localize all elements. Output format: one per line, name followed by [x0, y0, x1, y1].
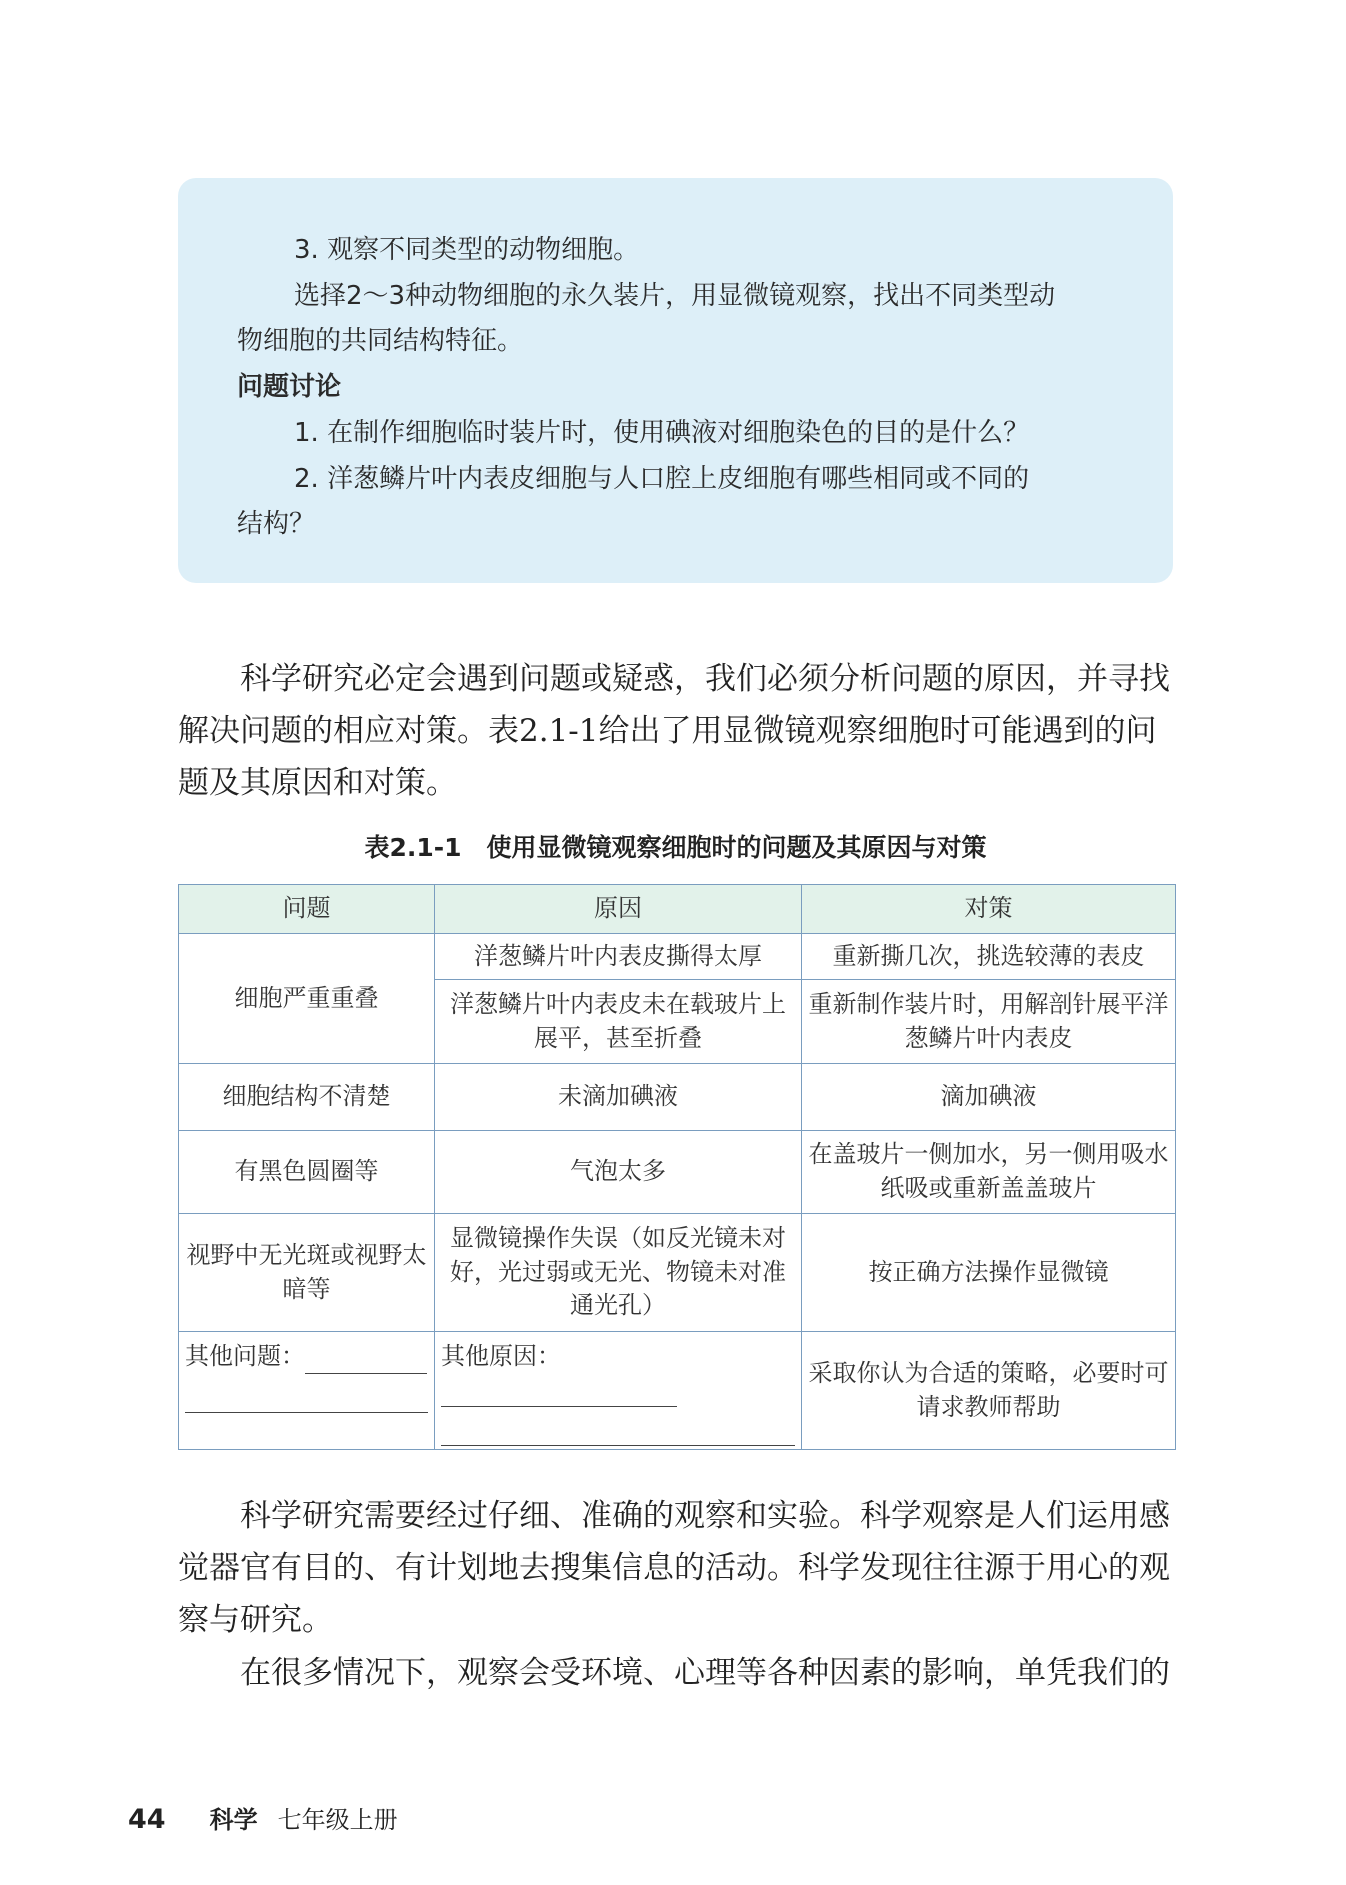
measure-cell: 重新制作装片时，用解剖针展平洋葱鳞片叶内表皮	[802, 980, 1176, 1064]
paragraph-1-line-2: 解决问题的相应对策。表2.1-1给出了用显微镜观察细胞时可能遇到的问	[178, 713, 1157, 749]
paragraph-3-line-1: 在很多情况下，观察会受环境、心理等各种因素的影响，单凭我们的	[240, 1655, 1170, 1691]
measure-cell: 按正确方法操作显微镜	[802, 1214, 1176, 1332]
table-row	[179, 1332, 1176, 1450]
page-footer	[128, 1800, 398, 1835]
activity-step-3-detail-2: 物细胞的共同结构特征。	[237, 326, 524, 356]
fill-in-blank	[185, 1378, 428, 1413]
measure-cell: 在盖玻片一侧加水，另一侧用吸水纸吸或重新盖盖玻片	[802, 1131, 1176, 1214]
table-row	[179, 1064, 1176, 1131]
problem-cell: 视野中无光斑或视野太暗等	[179, 1214, 435, 1332]
other-problem-label: 其他问题：	[185, 1342, 305, 1370]
table-header-row	[179, 885, 1176, 934]
problem-cell: 细胞严重重叠	[179, 934, 435, 1064]
subject-name: 科学	[209, 1806, 258, 1834]
paragraph-2-line-1: 科学研究需要经过仔细、准确的观察和实验。科学观察是人们运用感	[240, 1498, 1170, 1534]
table-row	[179, 1214, 1176, 1332]
cause-cell: 洋葱鳞片叶内表皮撕得太厚	[435, 934, 802, 980]
discussion-question-2-cont: 结构？	[237, 509, 316, 539]
other-problem-cell	[179, 1332, 435, 1450]
other-cause-label: 其他原因：	[441, 1342, 561, 1370]
problem-cell: 有黑色圆圈等	[179, 1131, 435, 1214]
cause-cell: 未滴加碘液	[435, 1064, 802, 1131]
measure-cell: 重新撕几次，挑选较薄的表皮	[802, 934, 1176, 980]
discussion-question-1: 1. 在制作细胞临时装片时，使用碘液对细胞染色的目的是什么？	[294, 418, 1030, 448]
problem-cell: 细胞结构不清楚	[179, 1064, 435, 1131]
cause-cell: 气泡太多	[435, 1131, 802, 1214]
header-problem: 问题	[179, 885, 435, 934]
table-row	[179, 934, 1176, 980]
problem-cause-measure-table	[178, 884, 1176, 1450]
fill-in-blank	[305, 1345, 427, 1374]
other-cause-cell	[435, 1332, 802, 1450]
table-row	[179, 1131, 1176, 1214]
cause-cell: 洋葱鳞片叶内表皮未在载玻片上展平，甚至折叠	[435, 980, 802, 1064]
cause-cell: 显微镜操作失误（如反光镜未对好，光过弱或无光、物镜未对准通光孔）	[435, 1214, 802, 1332]
fill-in-blank	[441, 1378, 677, 1407]
page-number: 44	[128, 1804, 166, 1835]
paragraph-1-line-3: 题及其原因和对策。	[178, 765, 457, 801]
discussion-heading: 问题讨论	[237, 372, 342, 402]
measure-cell: 滴加碘液	[802, 1064, 1176, 1131]
grade-volume: 七年级上册	[277, 1806, 398, 1834]
activity-step-3: 3. 观察不同类型的动物细胞。	[294, 235, 640, 265]
paragraph-2-line-3: 察与研究。	[178, 1602, 333, 1638]
fill-in-blank	[441, 1411, 795, 1446]
paragraph-2-line-2: 觉器官有目的、有计划地去搜集信息的活动。科学发现往往源于用心的观	[178, 1550, 1170, 1586]
discussion-question-2: 2. 洋葱鳞片叶内表皮细胞与人口腔上皮细胞有哪些相同或不同的	[294, 464, 1030, 494]
paragraph-1-line-1: 科学研究必定会遇到问题或疑惑，我们必须分析问题的原因，并寻找	[240, 661, 1170, 697]
measure-cell: 采取你认为合适的策略，必要时可请求教师帮助	[802, 1332, 1176, 1450]
header-measure: 对策	[802, 885, 1176, 934]
activity-step-3-detail-1: 选择2～3种动物细胞的永久装片，用显微镜观察，找出不同类型动	[294, 281, 1056, 311]
activity-box	[178, 178, 1173, 583]
table-caption: 表2.1-1 使用显微镜观察细胞时的问题及其原因与对策	[364, 833, 987, 862]
header-cause: 原因	[435, 885, 802, 934]
